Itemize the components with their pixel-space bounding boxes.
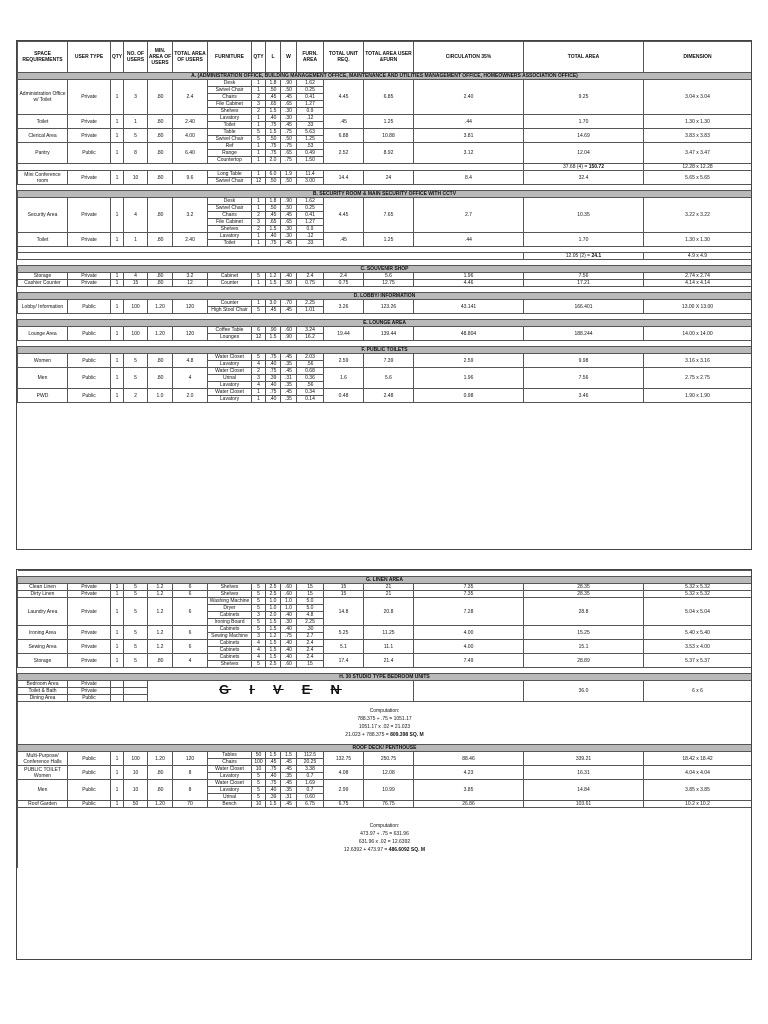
section-b-total-row: 12.05 (2) = 24.1 4.9 x 4.9	[18, 253, 752, 260]
computation-2: Computation: 473.97 ÷ .75 = 631.96 631.96 x .02 = 12.6392 12.6392 + 473.97 = 486.6092 SQ. M	[18, 808, 752, 869]
col-users: NO. OF USERS	[124, 42, 148, 73]
schedule-page-2	[16, 569, 752, 960]
col-unit-req: TOTAL UNIT REQ.	[324, 42, 364, 73]
section-a-header: A. (ADMINISTRATION OFFICE, BUILDING MANAGEMENT OFFICE, MAINTENANCE AND UTILITIES MANAGEMENT OFFICE, HOMEOWNERS ASSOCIATION OFFICE)	[18, 73, 752, 80]
section-f-header: F. PUBLIC TOILETS	[18, 347, 752, 354]
section-b-header: B. SECURITY ROOM & MAIN SECURITY OFFICE WITH CCTV	[18, 191, 752, 198]
col-total-area: TOTAL AREA	[524, 42, 644, 73]
section-g-header: G. LINEN AREA	[18, 577, 752, 584]
col-space: SPACE REQUIREMENTS	[18, 42, 68, 73]
section-roof-header: ROOF DECK/ PENTHOUSE	[18, 745, 752, 752]
computation-1: Computation: 788.375 ÷ .75 = 1051.17 1051.17 x .02 = 21.023 21.023 + 788.375 = 809.398 SQ. M	[18, 702, 752, 745]
col-w: W	[281, 42, 297, 73]
col-furniture: FURNITURE	[208, 42, 252, 73]
section-a-total-row: 37.68 (4) = 150.72 12.28 x 12.28	[18, 164, 752, 171]
col-area-user-furn: TOTAL AREA USER &FURN	[364, 42, 414, 73]
section-e-header: E. LOUNGE AREA	[18, 320, 752, 327]
schedule-page-1	[16, 40, 752, 550]
col-qty: QTY	[111, 42, 124, 73]
space-program-table-2: G. LINEN AREA Clean Linen Private 1 5 1.2 6 Shelves 5 2.5 .60 15 15 21 7.35 28.35 5.32 x 5.32 Dirty Linen Private 1 5 1.2 6 Shelves 5 2.5 .60 15 15 21 7.35 28.35 5.32 x 5.32 Laundry Area Private 1 5 1.2 6 Washing Machine 5 1.0 1.0 5.0 14.8 20.8 7.28 28.8 5.04 x 5.04 Dryer 5 1.0 1.0 5.0 Cabinets 3 2.0 .40 4.8 Ironing Board 5 1.5 .30 2.25 Ironing Area Private 1 5 1.2 6 Cabinets 5 1.5 .40 .30 5.25 11.25 4.00 15.25 5.40 x 5.40 Sewing Machine 3 1.2 .75 2.7 Sewing Area Private 1 5 1.2 6 Cabinets 4 1.5 .40 2.4 5.1 11.1 4.00 15.1 3.53 x 4.00 Cabinets 4 1.5 .40 2.4 Storage Private 1 5 .80 4 Cabinets 4 1.5 .40 2.4 17.4 21.4 7.49 28.89 5.37 x 5.37 Shelves 5 2.5 .60 15 H. 30 STUDIO TYPE BEDROOM UNITS Bedroom Area Private G I V E N 36.0 6 x 6 Toilet & Bath Private Dining Area Public Computation: 788.375 ÷ .75 = 1051.17 1051.17 x .02 = 21.023 21.023 + 788.375 = 809.398 SQ. M ROOF DECK/ PENTHOUSE Multi-Purpose/ Conference Halls Public 1 100 1.20 120 Tables 50 1.5 1.5 112.5 132.75 250.75 88.46 339.21 18.42 x 18.42 Chairs 100 .45 .45 20.25 PUBLIC TOILET Women Public 1 10 .80 8 Water Closet 10 .75 .45 3.38 4.08 12.08 4.23 16.31 4.04 x 4.04 Lavatory 5 .40 .35 0.7 Men Public 1 10 .80 8 Water Closet 5 .75 .45 1.69 2.99 10.99 3.85 14.84 3.85 x 3.85 Lavatory 5 .40 .35 0.7 Urinal 5 .39 .31 0.60 Roof Garden Public 1 50 1.20 70 Bench 10 1.5 .45 6.75 6.75 76.75 26.86 103.61 10.2 x 10.2 Computation: 473.97 ÷ .75 = 631.96 631.96 x .02 = 12.6392 12.6392 + 473.97 = 486.6092 SQ. M	[17, 570, 752, 868]
col-circulation: CIRCULATION 35%	[414, 42, 524, 73]
header-row	[18, 42, 752, 73]
col-furn-qty: QTY	[252, 42, 266, 73]
col-total-area-users: TOTAL AREA OF USERS	[173, 42, 208, 73]
col-min-area: MIN. AREA OF USERS	[148, 42, 173, 73]
section-c-header: C. SOUVENIR SHOP	[18, 266, 752, 273]
col-user-type: USER TYPE	[68, 42, 111, 73]
section-d-header: D. LOBBY/ INFORMATION	[18, 293, 752, 300]
section-h-header: H. 30 STUDIO TYPE BEDROOM UNITS	[18, 674, 752, 681]
col-furn-area: FURN. AREA	[297, 42, 324, 73]
col-dimension: DIMENSION	[644, 42, 752, 73]
space-program-table-1: SPACE REQUIREMENTS USER TYPE QTY NO. OF USERS MIN. AREA OF USERS TOTAL AREA OF USERS FURNITURE QTY L W FURN. AREA TOTAL UNIT REQ. TOTAL AREA USER &FURN CIRCULATION 35% TOTAL AREA DIMENSION A. (ADMINISTRATION OFFICE, BUILDING MANAGEMENT OFFICE, MAINTENANCE AND UTILITIES MANAGEMENT OFFICE, HOMEOWNERS ASSOCIATION OFFICE) Administration Office w/ Toilet Private 1 3 .80 2.4 Desk 1 1.8 .90 1.62 4.45 6.85 2.40 9.25 3.04 x 3.04 Swivel Chair 1 .50 .50 0.25 Chairs 2 .45 .45 0.41 File Cabinet 3 .65 .65 1.27 Shelves 2 1.5 .30 0.9 Toilet Private 1 1 .80 2.40 Lavatory 1 .40 .30 .12 .45 1.25 .44 1.70 1.30 x 1.30 Toilet 1 .75 .45 .33 Clerical Area Private 1 5 .80 4.00 Table 5 1.5 .75 5.63 6.88 10.88 3.81 14.69 3.83 x 3.83 Swivel Chair 5 .50 .50 1.25 Pantry Public 1 8 .80 6.40 Ref 1 .75 .75 .53 2.52 8.92 3.12 12.04 3.47 x 3.47 Range 1 .75 .65 0.49 Countertop 1 2.0 .75 1.50 37.68 (4) = 150.72 12.28 x 12.28 Mini Conference room Private 1 10 .80 9.6 Long Table 1 6.0 1.9 11.4 14.4 24 8.4 32.4 5.65 x 5.65 Swivel Chair 12 .50 .50 3.00 B. SECURITY ROOM & MAIN SECURITY OFFICE WITH CCTV Security Area Private 1 4 .80 3.2 Desk 1 1.8 .90 1.62 4.45 7.65 2.7 10.35 3.22 x 3.22 Swivel Chair 1 .50 .50 0.25 Chairs 2 .45 .45 0.41 File Cabinet 3 .65 .65 1.27 Shelves 2 1.5 .30 0.9 Toilet Private 1 1 .80 2.40 Lavatory 1 .40 .30 .12 .45 1.25 .44 1.70 1.30 x 1.30 Toilet 1 .75 .45 .33 12.05 (2) = 24.1 4.9 x 4.9 C. SOUVENIR SHOP Storage Private 1 4 .80 3.2 Cabinet 5 1.2 .40 2.4 2.4 5.6 1.96 7.56 2.74 x 2.74 Cashier Counter Private 1 15 .80 12 Counter 1 1.5 .50 0.75 0.75 12.75 4.46 17.21 4.14 x 4.14 D. LOBBY/ INFORMATION Lobby/ Information Public 1 100 1.20 120 Counter 1 3.0 .70 2.25 3.26 123.26 43.141 166.401 13.00 X 13.00 High Stool Chair 5 .45 .45 1.01 E. LOUNGE AREA Lounge Area Public 1 100 1.20 120 Coffee Table 6 .90 .60 3.24 19.44 139.44 48.804 188.244 14.00 x 14.00 Lounges 12 1.5 .90 16.2 F. PUBLIC TOILETS Women Public 1 5 .80 4.8 Water Closet 5 .75 .45 2.03 2.59 7.39 2.59 9.98 3.16 x 3.16 Lavatory 4 .40 .35 .56 Men Public 1 5 .80 4 Water Closet 2 .75 .45 0.68 1.6 5.6 1.96 7.56 2.75 x 2.75 Urinal 3 .39 .31 0.36 Lavatory 4 .40 .35 .56 PWD Public 1 2 1.0 2.0 Water Closet 1 .75 .45 0.34 0.48 2.48 0.98 3.46 1.90 x 1.90 Lavatory 1 .40 .35 0.14	[17, 41, 752, 403]
given-stamp: G I V E N	[148, 681, 414, 702]
col-l: L	[266, 42, 281, 73]
